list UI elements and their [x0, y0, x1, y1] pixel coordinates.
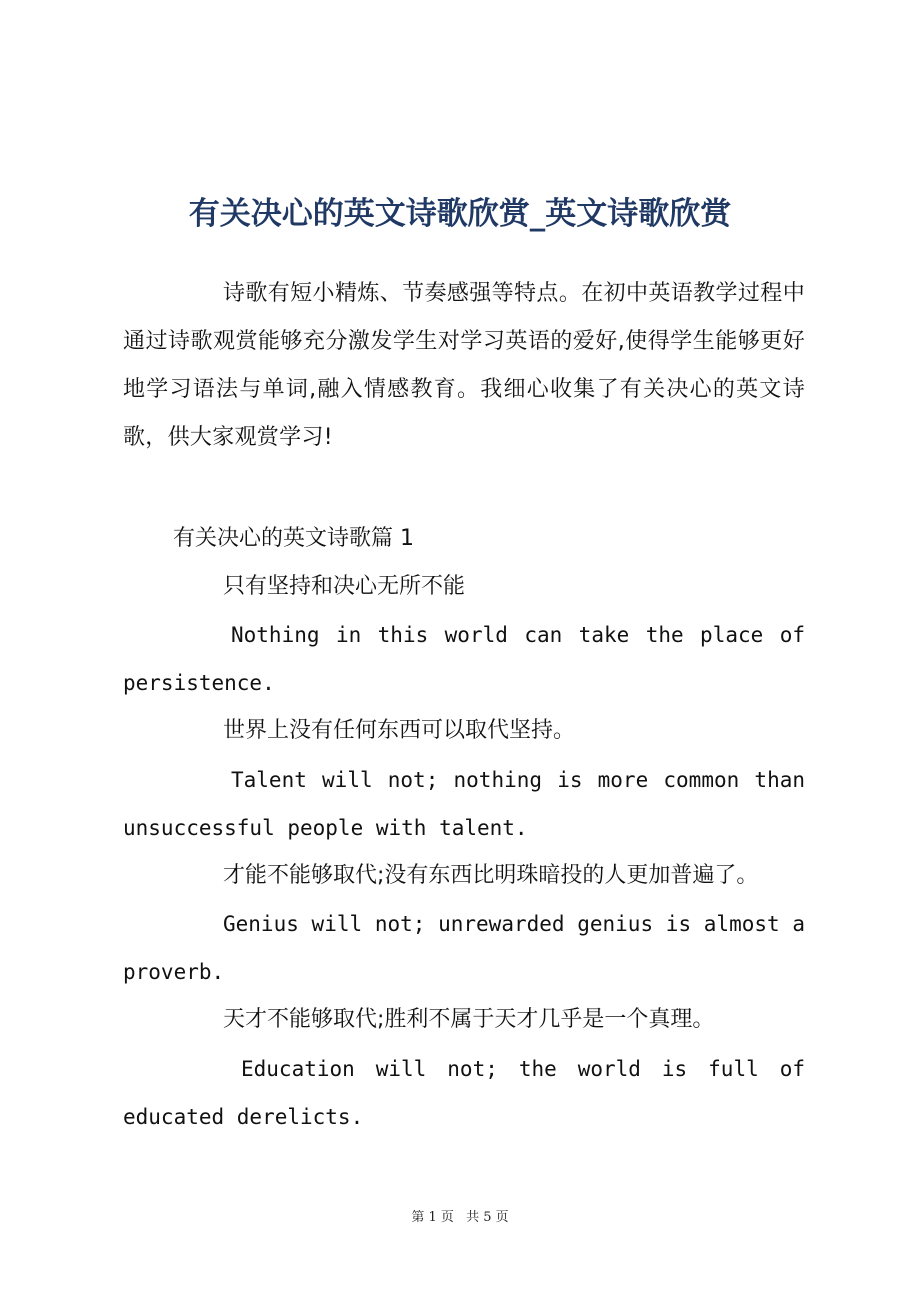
page-total: 共 5 页: [466, 1210, 509, 1225]
poem-line-en: Talent will not; nothing is more common than unsuccessful people with talent.: [123, 768, 805, 840]
page-footer: [0, 1206, 920, 1225]
poem-line-en: Education will not; the world is full of educated derelicts.: [123, 1057, 805, 1129]
poem-line-cn: 世界上没有任何东西可以取代坚持。: [223, 718, 576, 743]
page-number: 第 1 页: [411, 1210, 454, 1225]
poem-line-cn: 才能不能够取代;没有东西比明珠暗投的人更加普遍了。: [223, 863, 759, 888]
section-heading: 有关决心的英文诗歌篇 1: [173, 526, 414, 551]
intro-paragraph: 诗歌有短小精炼、节奏感强等特点。在初中英语教学过程中通过诗歌观赏能够充分激发学生对学习英语的爱好,使得学生能够更好地学习语法与单词,融入情感教育。我细心收集了有关决心的英文诗歌，供大家观赏学习!: [123, 281, 805, 450]
poem-title: 只有坚持和决心无所不能: [223, 574, 466, 599]
poem-line-en: Nothing in this world can take the place of persistence.: [123, 623, 805, 695]
poem-line-en: Genius will not; unrewarded genius is almost a proverb.: [123, 912, 805, 984]
page-title: 有关决心的英文诗歌欣赏_英文诗歌欣赏: [188, 196, 732, 232]
poem-line-cn: 天才不能够取代;胜利不属于天才几乎是一个真理。: [223, 1007, 715, 1032]
